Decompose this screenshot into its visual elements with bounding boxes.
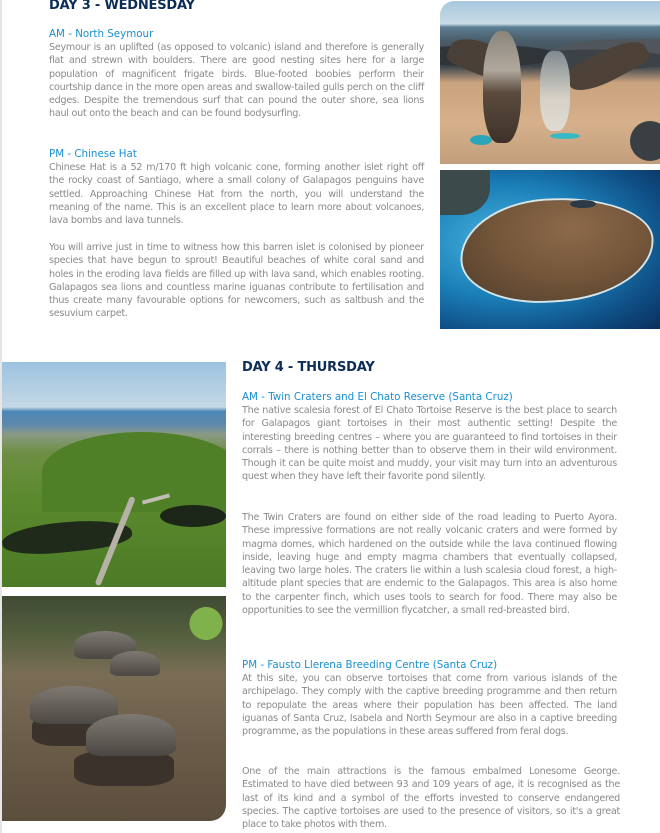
photo-twin-craters-aerial	[2, 362, 226, 587]
photo-giant-tortoises	[2, 596, 226, 821]
photo-foliage	[176, 596, 226, 651]
day3-pm-text-2: You will arrive just in time to witness how this barren islet is colonised by pioneer species that have begun to sprout! Beautiful beaches of white coral sand and holes in the eroding lava fields are filled up with lava sand, which enables rooting. Galapagos sea lions and countless marine iguanas contribute to fertilisation and thus create many favourable options for newcomers, such as saltbush and the sesuvium carpet.	[49, 242, 424, 320]
day3-am-title: AM - North Seymour	[49, 28, 154, 40]
day4-am-text-1: The native scalesia forest of El Chato Tortoise Reserve is the best place to search for Galapagos giant tortoises in their most authentic setting! Despite the interesting breeding centres – where you are guaranteed to find tortoises in their corrals – there is nothing better than to observe them in their wild environment. Though it can be quite moist and muddy, your visit may turn into an adventurous quest when they have left their favorite pond silently.	[242, 405, 617, 483]
photo-island-land	[459, 193, 656, 306]
day3-heading: DAY 3 - WEDNESDAY	[49, 0, 195, 13]
photo-bird	[540, 51, 570, 131]
day4-am-text-2: The Twin Craters are found on either side of the road leading to Puerto Ayora. These impressive formations are not really volcanic craters and were formed by magma domes, which hardened on the outside while the lava continued flowing inside, leaving huge and empty magma chambers that eventually collapsed, leaving two large holes. The craters lie within a lush scalesia cloud forest, a high-altitude plant species that are endemic to the Galapagos. This area is also home to the carpenter finch, which uses tools to search for food. There may also be opportunities to see the vermillion flycatcher, a small red-breasted bird.	[242, 512, 617, 617]
photo-tortoise-shell	[110, 651, 160, 676]
photo-blue-foot	[470, 135, 492, 145]
photo-bird	[483, 31, 521, 143]
photo-volcanic-cone	[570, 200, 596, 208]
photo-coastline	[440, 170, 490, 215]
day4-pm-text-2: One of the main attractions is the famous embalmed Lonesome George. Estimated to have died between 93 and 109 years of age, it is recognised as the last of its kind and a symbol of the efforts invested to conserve endangered species. The captive tortoises are used to the presence of visitors, so it's a great place to take photos with them.	[242, 766, 620, 831]
photo-chinese-hat-aerial	[440, 170, 660, 329]
photo-rock	[630, 121, 660, 161]
photo-tortoise-shell	[86, 714, 176, 756]
day4-heading: DAY 4 - THURSDAY	[242, 360, 375, 375]
day3-pm-text-1: Chinese Hat is a 52 m/170 ft high volcanic cone, forming another islet right off the rocky coast of Santiago, where a small colony of Galapagos penguins have settled. Approaching Chinese Hat from the north, you will understand the meaning of the name. This is an excellent place to learn more about volcanoes, lava bombs and lava tunnels.	[49, 162, 424, 227]
day4-pm-text-1: At this site, you can observe tortoises that come from various islands of the archipelago. They comply with the captive breeding programme and then return to repopulate the areas where their population has been affected. The land iguanas of Santa Cruz, Isabela and North Seymour are also in a captive breeding programme, as the populations in these areas suffered from feral dogs.	[242, 673, 617, 738]
day4-pm-title: PM - Fausto Llerena Breeding Centre (Santa Cruz)	[242, 659, 498, 671]
photo-blue-footed-boobies	[440, 1, 660, 164]
day3-pm-title: PM - Chinese Hat	[49, 148, 137, 160]
photo-crater	[160, 505, 226, 527]
photo-tortoise-body	[74, 751, 174, 786]
day4-am-title: AM - Twin Craters and El Chato Reserve (Santa Cruz)	[242, 391, 513, 403]
photo-blue-foot	[550, 133, 580, 139]
day3-am-text: Seymour is an uplifted (as opposed to volcanic) island and therefore is generally flat and strewn with boulders. There are good nesting sites here for a large population of magnificent frigate birds. Blue-footed boobies perform their courtship dance in the more open areas and swallow-tailed gulls perch on the cliff edges. Despite the tremendous surf that can pound the outer shore, sea lions haul out onto the beach and can be found bodysurfing.	[49, 42, 424, 120]
